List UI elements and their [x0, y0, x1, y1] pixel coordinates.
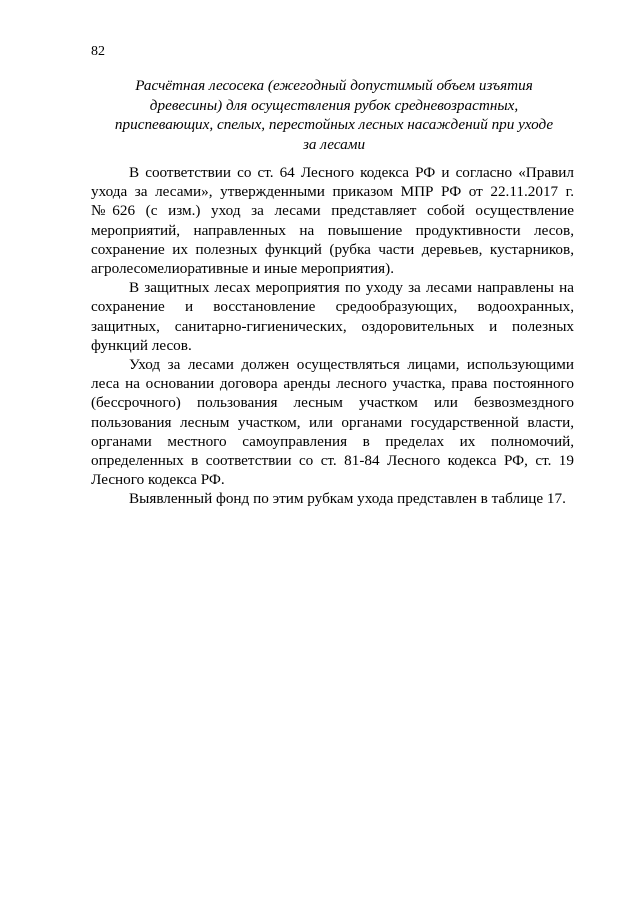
page-number: 82	[91, 44, 105, 59]
paragraph-responsible-parties: Уход за лесами должен осуществляться лицами, использующими леса на основании договора аренды лесного участка, права постоянного (бессрочного) пользования лесным участком или безвозмездного пользования лесным участком, или органами государственной власти, органами местного самоуправления в пределах их полномочий, определенных в соответствии со ст. 81-84 Лесного кодекса РФ, ст. 19 Лесного кодекса РФ.	[91, 356, 574, 489]
paragraph-table-reference: Выявленный фонд по этим рубкам ухода представлен в таблице 17.	[129, 490, 566, 508]
paragraph-forest-care-definition: В соответствии со ст. 64 Лесного кодекса РФ и согласно «Правил ухода за лесами», утвержденными приказом МПР РФ от 22.11.2017 г. №626 (с изм.) уход за лесами представляет собой осуществление мероприятий, направленных на повышение продуктивности лесов, сохранение их полезных функций (рубка части деревьев, кустарников, агролесомелиоративные и иные мероприятия).	[91, 164, 574, 278]
body-text	[91, 163, 574, 509]
section-title: Расчётная лесосека (ежегодный допустимый объем изъятия древесины) для осуществления рубок средневозрастных, приспевающих, спелых, перестойных лесных насаждений при уходе за лесами	[114, 77, 554, 153]
paragraph-protective-forests: В защитных лесах мероприятия по уходу за лесами направлены на сохранение и восстановление средообразующих, водоохранных, защитных, санитарно-гигиенических, оздоровительных и полезных функций лесов.	[91, 279, 574, 354]
